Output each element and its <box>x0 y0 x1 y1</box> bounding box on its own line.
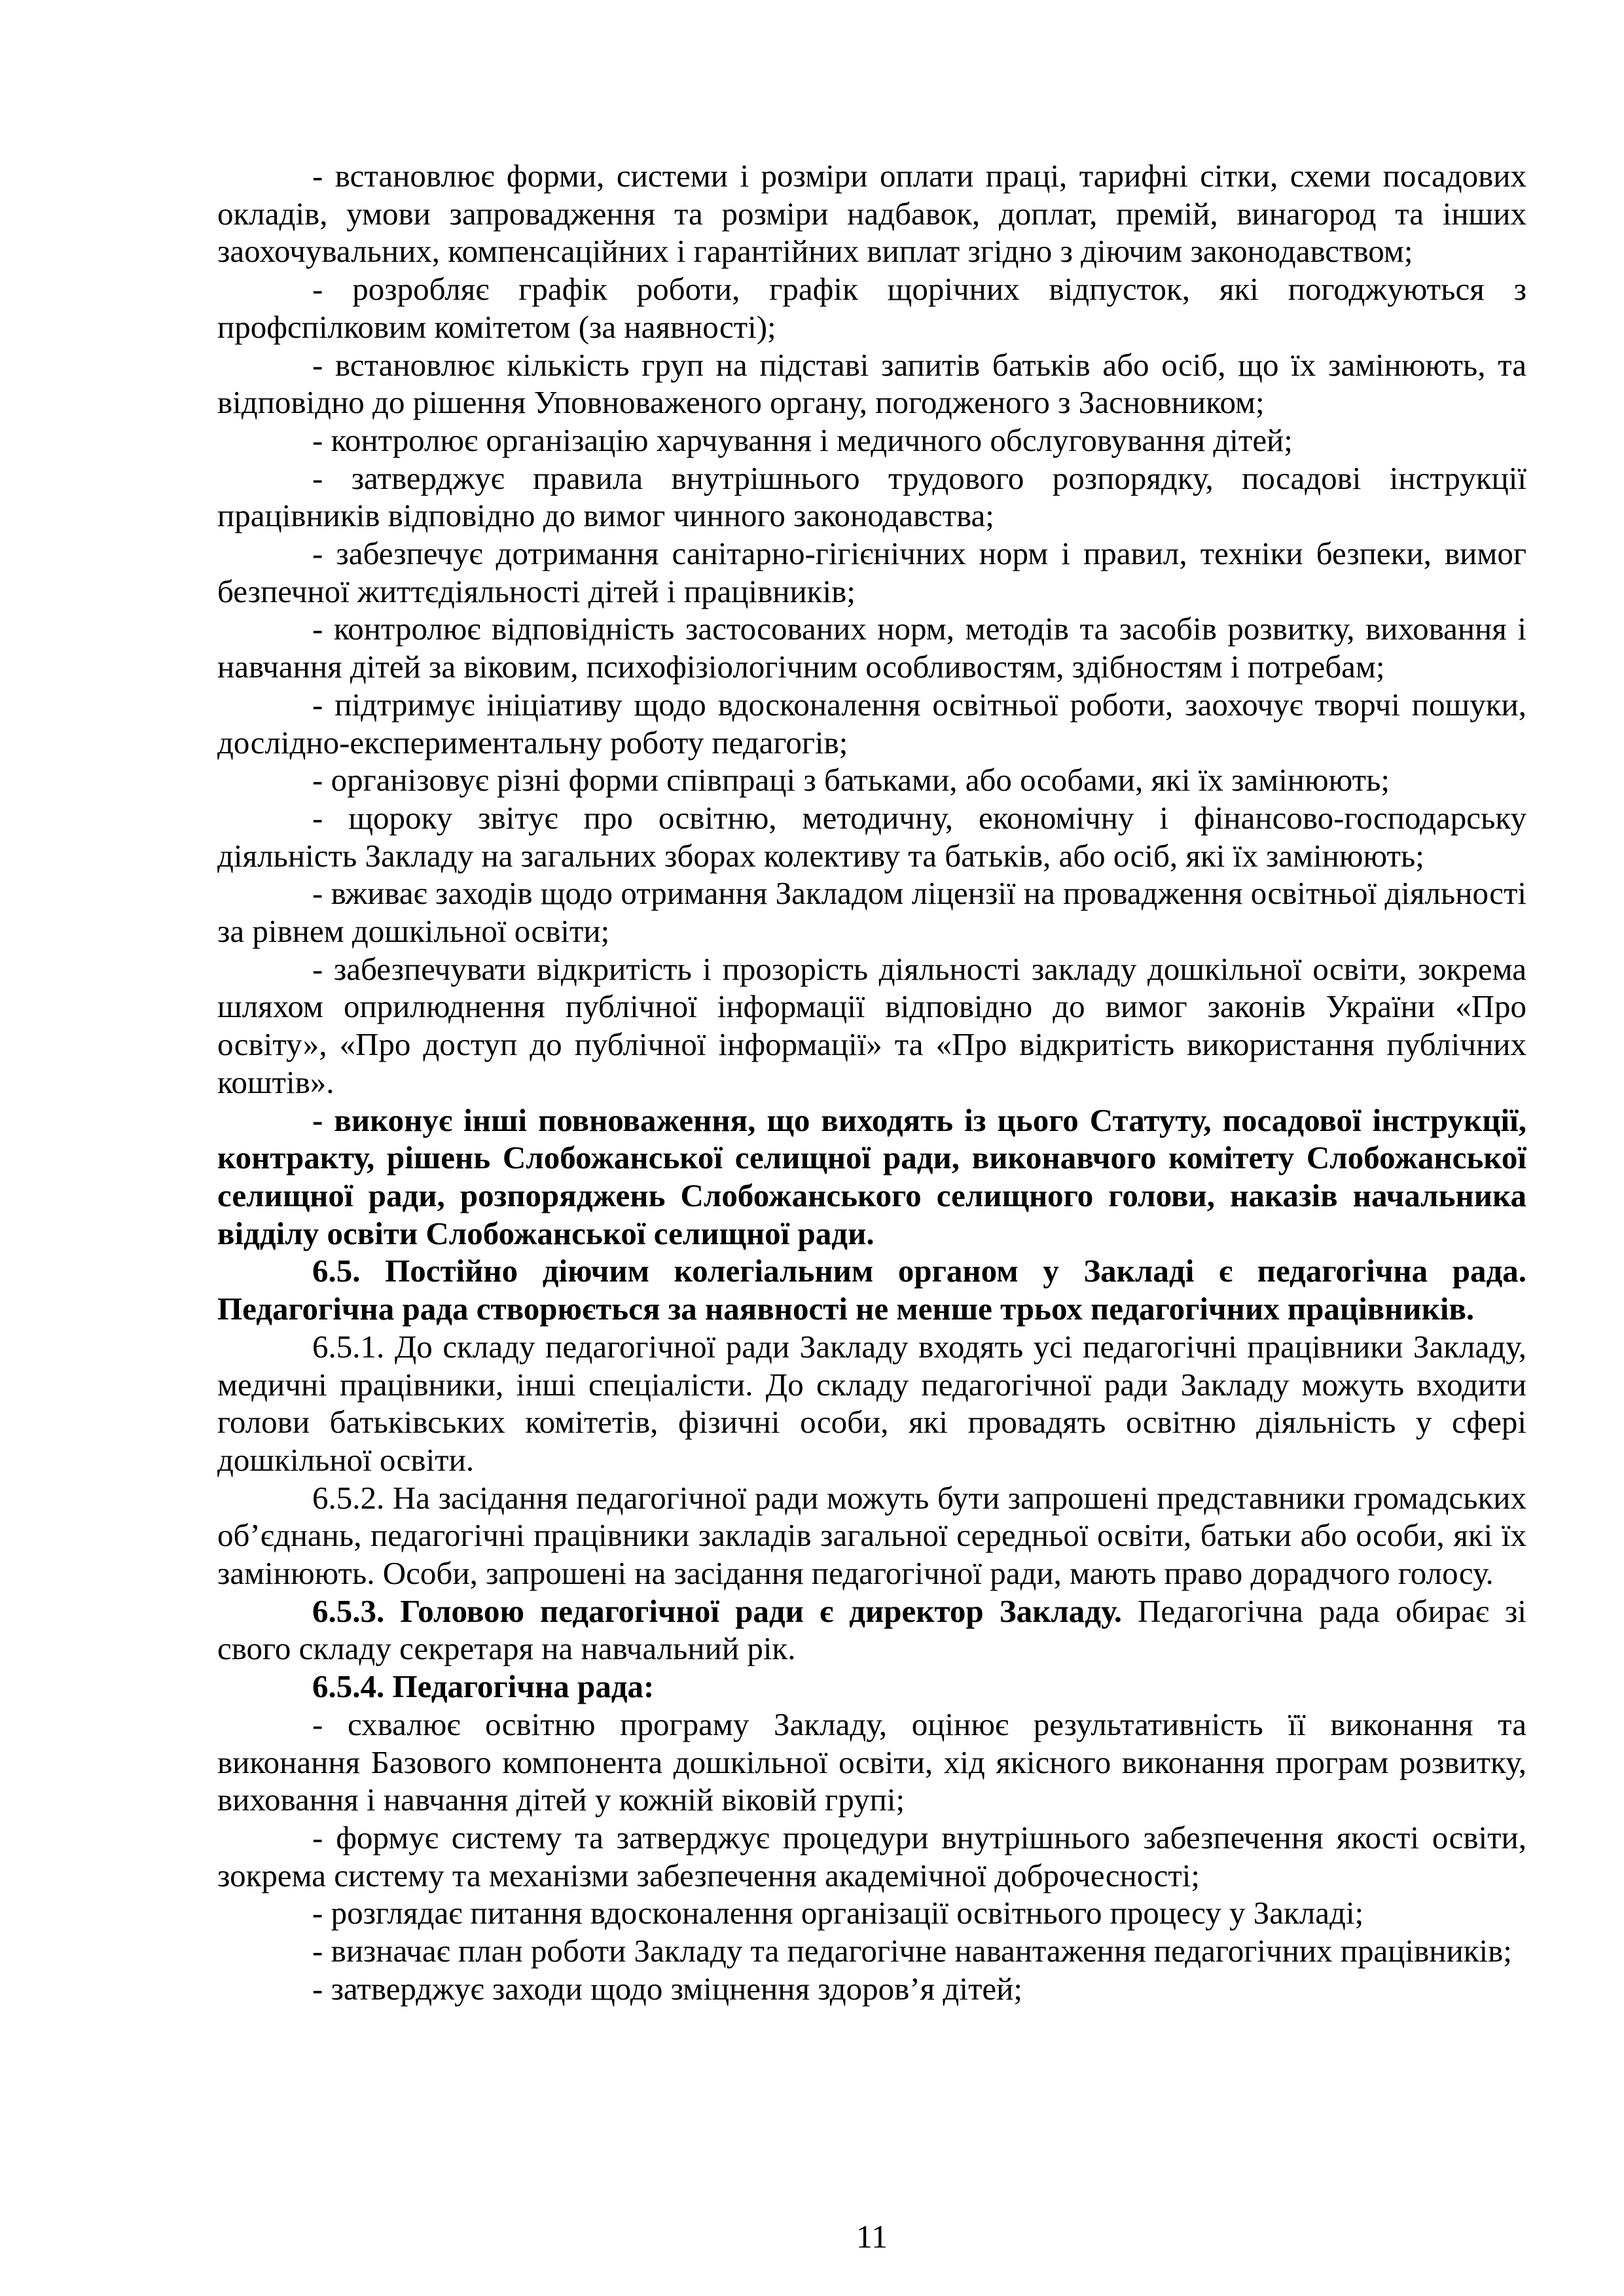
paragraph-text: 6.5.1. До складу педагогічної ради Закладу входять усі педагогічні працівники Закладу, медичні працівники, інші спеціалісти. До складу педагогічної ради Закладу можуть входити голови батьківських комітетів, фізичні особи, які провадять освітню діяльність у сфері дошкільної освіти. <box>217 1328 1526 1478</box>
paragraph <box>217 799 1526 874</box>
document-body <box>217 157 1526 2007</box>
paragraph-text: - затверджує заходи щодо зміцнення здоров’я дітей; <box>312 1970 1022 2007</box>
paragraph-text: Педагогічна рада обирає зі свого складу секретаря на навчальний рік. <box>217 1592 1527 1667</box>
paragraph-text: - забезпечувати відкритість і прозорість діяльності закладу дошкільної освіти, зокрема шляхом оприлюднення публічної інформації відповідно до вимог законів України «Про освіту», «Про доступ до публічної інформації» та «Про відкритість використання публічних коштів». <box>217 950 1526 1100</box>
paragraph-text-bold: 6.5.4. Педагогічна рада: <box>312 1668 655 1705</box>
paragraph <box>217 950 1526 1102</box>
paragraph-text: - встановлює форми, системи і розміри оплати праці, тарифні сітки, схеми посадових окладів, умови запровадження та розміри надбавок, доплат, премій, винагород та інших заохочувальних, компенсаційних і гарантійних виплат згідно з діючим законодавством; <box>217 158 1526 270</box>
paragraph <box>217 422 1526 459</box>
paragraph-text: - схвалює освітню програму Закладу, оцінює результативність її виконання та виконання Базового компонента дошкільної освіти, хід якісного виконання програм розвитку, виховання і навчання дітей у кожній віковій групі; <box>217 1706 1526 1818</box>
paragraph-text: - визначає план роботи Закладу та педагогічне навантаження педагогічних працівників; <box>312 1933 1512 1969</box>
paragraph <box>217 1592 1526 1668</box>
paragraph <box>217 270 1526 346</box>
paragraph <box>217 157 1526 270</box>
paragraph-text: - розглядає питання вдосконалення організації освітнього процесу у Закладі; <box>312 1895 1364 1931</box>
paragraph-text-bold: 6.5. Постійно діючим колегіальним органом у Закладі є педагогічна рада. Педагогічна рада створюється за наявності не менше трьох педагогічних працівників. <box>217 1253 1526 1327</box>
page-number: 11 <box>856 2218 888 2255</box>
paragraph <box>217 459 1526 535</box>
paragraph <box>217 535 1526 610</box>
paragraph <box>217 1668 1526 1706</box>
paragraph <box>217 1970 1526 2008</box>
paragraph <box>217 346 1526 422</box>
paragraph <box>217 1706 1526 1819</box>
paragraph-text: - встановлює кількість груп на підставі запитів батьків або осіб, що їх замінюють, та відповідно до рішення Уповноваженого органу, погодженого з Засновником; <box>217 346 1526 421</box>
paragraph-text: - затверджує правила внутрішнього трудового розпорядку, посадові інструкції працівників відповідно до вимог чинного законодавства; <box>217 459 1526 534</box>
paragraph-text: - контролює відповідність застосованих норм, методів та засобів розвитку, виховання і навчання дітей за віковим, психофізіологічним особливостям, здібностям і потребам; <box>217 611 1526 685</box>
paragraph <box>217 1102 1526 1253</box>
paragraph <box>217 874 1526 950</box>
paragraph-text: 6.5.2. На засідання педагогічної ради можуть бути запрошені представники громадських об’єднань, педагогічні працівники закладів загальної середньої освіти, батьки або особи, які їх замінюють. Особи, запрошені на засідання педагогічної ради, мають право дорадчого голосу. <box>217 1479 1526 1592</box>
paragraph <box>217 1479 1526 1592</box>
paragraph-text: - організовує різні форми співпраці з батьками, або особами, які їх замінюють; <box>312 762 1390 798</box>
paragraph <box>217 686 1526 761</box>
paragraph <box>217 610 1526 685</box>
paragraph-text: - щороку звітує про освітню, методичну, економічну і фінансово-господарську діяльність Закладу на загальних зборах колективу та батьків, або осіб, які їх замінюють; <box>217 799 1526 874</box>
paragraph <box>217 1328 1526 1479</box>
paragraph-text: - розробляє графік роботи, графік щорічних відпусток, які погоджуються з профспілковим комітетом (за наявності); <box>217 271 1526 345</box>
paragraph <box>217 1819 1526 1894</box>
paragraph <box>217 1932 1526 1970</box>
paragraph <box>217 1894 1526 1932</box>
paragraph-text: - підтримує ініціативу щодо вдосконалення освітньої роботи, заохочує творчі пошуки, дослідно-експериментальну роботу педагогів; <box>217 686 1526 761</box>
paragraph-text: - контролює організацію харчування і медичного обслуговування дітей; <box>312 422 1293 458</box>
paragraph <box>217 761 1526 799</box>
paragraph-text-bold: - виконує інші повноваження, що виходять із цього Статуту, посадової інструкції, контракту, рішень Слобожанської селищної ради, виконавчого комітету Слобожанської селищної ради, розпоряджень Слобожанського селищного голови, наказів начальника відділу освіти Слобожанської селищної ради. <box>217 1102 1526 1251</box>
paragraph-text: - формує систему та затверджує процедури внутрішнього забезпечення якості освіти, зокрема систему та механізми забезпечення академічної доброчесності; <box>217 1819 1526 1893</box>
paragraph-text-bold: 6.5.3. Головою педагогічної ради є директор Закладу. <box>312 1592 1122 1629</box>
paragraph-text: - забезпечує дотримання санітарно-гігієнічних норм і правил, техніки безпеки, вимог безпечної життєдіяльності дітей і працівників; <box>217 535 1526 609</box>
paragraph <box>217 1252 1526 1327</box>
paragraph-text: - вживає заходів щодо отримання Закладом ліцензії на провадження освітньої діяльності за рівнем дошкільної освіти; <box>217 875 1526 950</box>
